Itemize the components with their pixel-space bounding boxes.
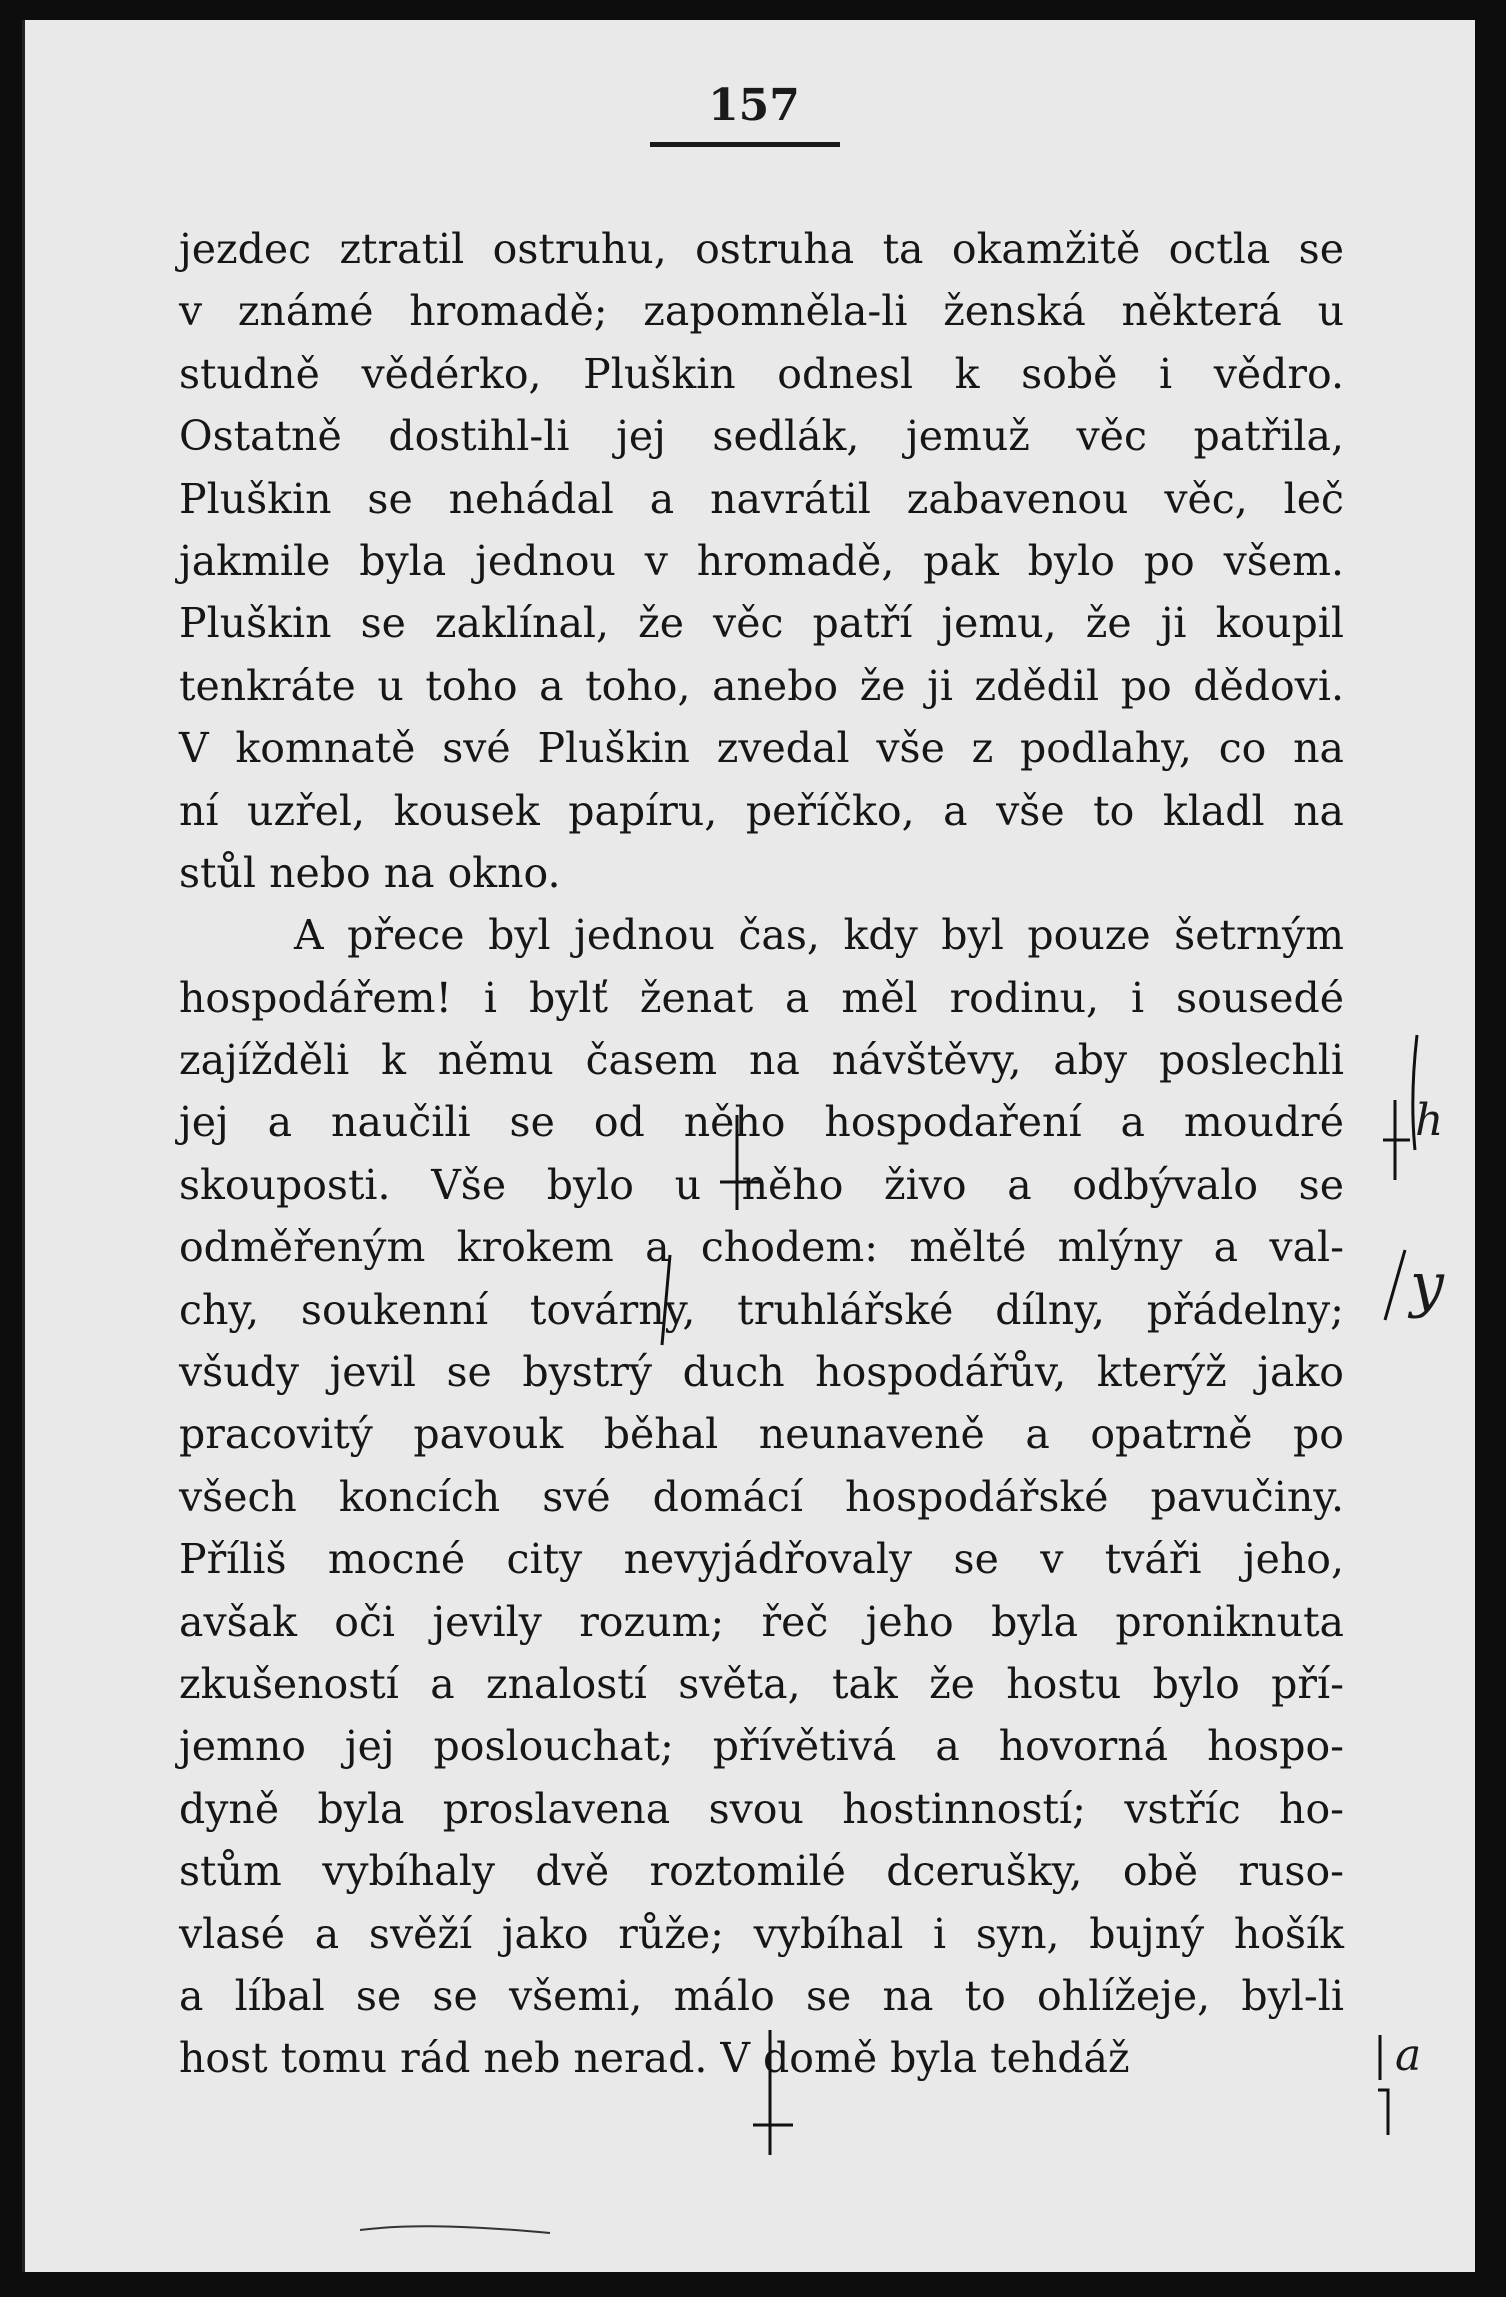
text-line: skouposti. Vše bylo u něho živo a odbývalo se: [179, 1160, 1344, 1209]
text-line: Pluškin se nehádal a navrátil zabavenou věc, leč: [179, 474, 1344, 523]
text-line: a líbal se se všemi, málo se na to ohlížeje, byl-li: [179, 1971, 1344, 2020]
text-line: A přece byl jednou čas, kdy byl pouze šetrným: [294, 911, 1344, 960]
body-text: [179, 218, 1344, 2090]
text-line: v známé hromadě; zapomněla-li ženská některá u: [179, 287, 1344, 336]
text-line: avšak oči jevily rozum; řeč jeho byla proniknuta: [179, 1597, 1344, 1646]
text-line: vlasé a svěží jako růže; vybíhal i syn, bujný hošík: [179, 1909, 1344, 1958]
text-line: pracovitý pavouk běhal neunaveně a opatrně po: [179, 1410, 1344, 1459]
text-line: dyně byla proslavena svou hostinností; vstříc ho-: [179, 1784, 1344, 1833]
text-line: jezdec ztratil ostruhu, ostruha ta okamžitě octla se: [179, 225, 1344, 273]
margin-note-y: y: [1410, 1250, 1444, 1320]
text-line: stům vybíhaly dvě roztomilé dcerušky, obě ruso-: [179, 1847, 1344, 1896]
text-line: všech koncích své domácí hospodářské pavučiny.: [179, 1472, 1344, 1521]
text-line: jakmile byla jednou v hromadě, pak bylo po všem.: [179, 536, 1344, 585]
text-line: jemno jej poslouchat; přívětivá a hovorná hospo-: [179, 1722, 1344, 1771]
pencil-stroke-bottom: [355, 2215, 555, 2250]
text-line: V komnatě své Pluškin zvedal vše z podlahy, co na: [179, 724, 1344, 773]
margin-note-a: a: [1395, 2030, 1422, 2081]
text-line: host tomu rád neb nerad. V domě byla tehdáž: [179, 2034, 1130, 2083]
text-line: tenkráte u toho a toho, anebo že ji zdědil po dědovi.: [179, 661, 1344, 710]
text-line: stůl nebo na okno.: [179, 848, 561, 897]
text-line: všudy jevil se bystrý duch hospodářův, kterýž jako: [179, 1348, 1344, 1397]
text-line: odměřeným krokem a chodem: mělté mlýny a val-: [179, 1223, 1344, 1272]
text-line: jej a naučili se od něho hospodaření a moudré: [179, 1098, 1344, 1147]
text-line: studně vědérko, Pluškin odnesl k sobě i vědro.: [179, 349, 1344, 398]
header-rule: [650, 142, 840, 147]
text-line: Ostatně dostihl-li jej sedlák, jemuž věc patřila,: [179, 412, 1344, 461]
text-line: zkušeností a znalostí světa, tak že hostu bylo pří-: [179, 1659, 1344, 1708]
text-line: Příliš mocné city nevyjádřovaly se v tváři jeho,: [179, 1535, 1344, 1584]
text-line: chy, soukenní továrny, truhlářské dílny, přádelny;: [179, 1285, 1344, 1334]
page-number: 157: [708, 80, 800, 131]
text-line: hospodářem! i bylť ženat a měl rodinu, i sousedé: [179, 973, 1344, 1022]
text-line: ní uzřel, kousek papíru, peříčko, a vše to kladl na: [179, 786, 1344, 835]
text-line: zajížděli k němu časem na návštěvy, aby poslechli: [179, 1036, 1344, 1085]
book-page: [22, 20, 1475, 2272]
text-line: Pluškin se zaklínal, že věc patří jemu, že ji koupil: [179, 599, 1344, 648]
margin-note-h: h: [1415, 1095, 1444, 1146]
